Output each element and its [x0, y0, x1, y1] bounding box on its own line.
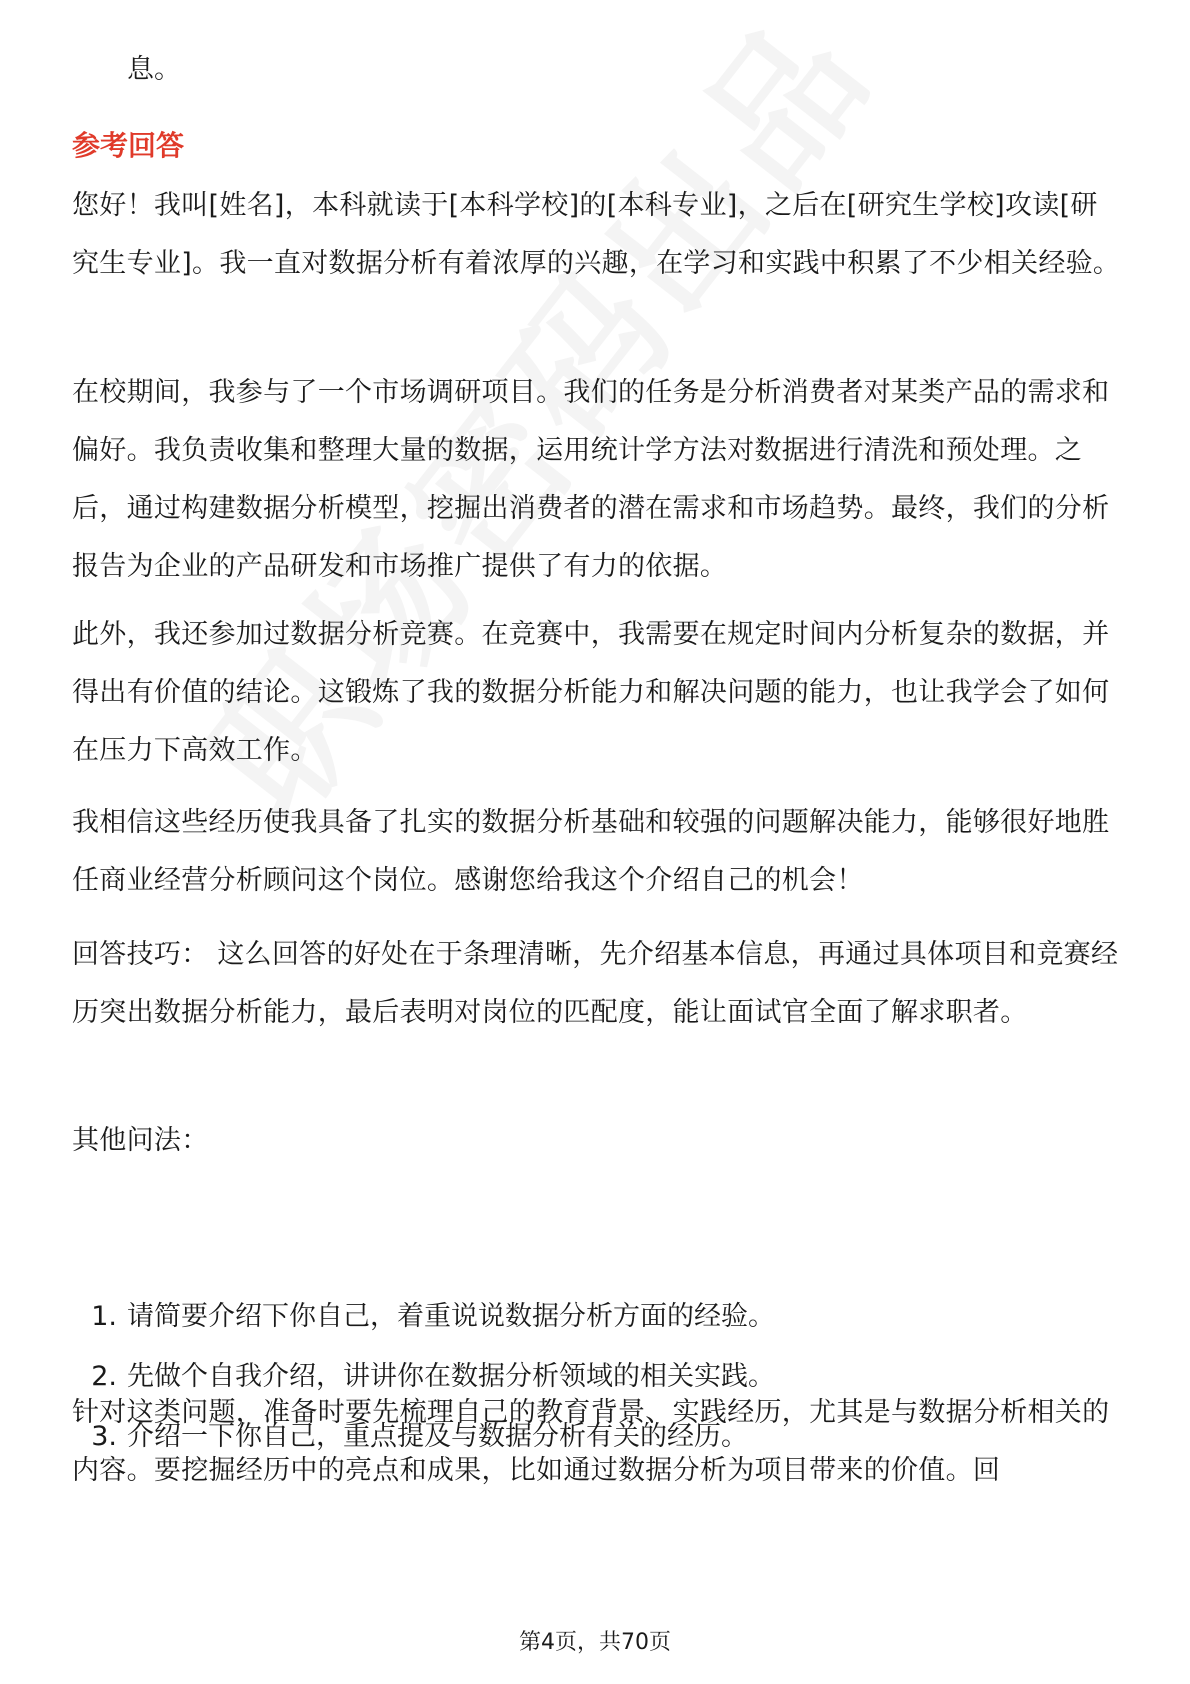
paragraph-other-phrasings-label: 其他问法：	[72, 1125, 209, 1156]
paragraph-closing: 针对这类问题，准备时要先梳理自己的教育背景、实践经历，尤其是与数据分析相关的内容。要挖掘经历中的亮点和成果，比如通过数据分析为项目带来的价值。回	[72, 1397, 1110, 1486]
list-item-number: 1.	[91, 1301, 117, 1332]
paragraph-competition: 此外，我还参加过数据分析竞赛。在竞赛中，我需要在规定时间内分析复杂的数据，并得出有价值的结论。这锻炼了我的数据分析能力和解决问题的能力，也让我学会了如何在压力下高效工作。	[72, 619, 1110, 766]
list-item-number: 2.	[91, 1361, 117, 1392]
paragraph-project: 在校期间，我参与了一个市场调研项目。我们的任务是分析消费者对某类产品的需求和偏好。我负责收集和整理大量的数据，运用统计学方法对数据进行清洗和预处理。之后，通过构建数据分析模型，挖掘出消费者的潜在需求和市场趋势。最终，我们的分析报告为企业的产品研发和市场推广提供了有力的依据。	[72, 377, 1110, 582]
paragraph-tips: 回答技巧： 这么回答的好处在于条理清晰，先介绍基本信息，再通过具体项目和竞赛经历突出数据分析能力，最后表明对岗位的匹配度，能让面试官全面了解求职者。	[72, 939, 1119, 1028]
paragraph-conclusion: 我相信这些经历使我具备了扎实的数据分析基础和较强的问题解决能力，能够很好地胜任商业经营分析顾问这个岗位。感谢您给我这个介绍自己的机会！	[72, 807, 1110, 896]
list-item-number: 3.	[91, 1421, 117, 1452]
paragraph-intro: 您好！我叫[姓名]，本科就读于[本科学校]的[本科专业]，之后在[研究生学校]攻读[研究生专业]。我一直对数据分析有着浓厚的兴趣，在学习和实践中积累了不少相关经验。	[72, 190, 1121, 279]
continued-text-fragment: 息。	[127, 54, 181, 85]
list-item-text: 介绍一下你自己，重点提及与数据分析有关的经历。	[127, 1421, 748, 1452]
page-number-footer: 第4页，共70页	[519, 1630, 671, 1655]
list-item	[72, 1288, 775, 1348]
list-item-text: 先做个自我介绍，讲讲你在数据分析领域的相关实践。	[127, 1361, 775, 1392]
section-heading: 参考回答	[72, 129, 185, 162]
list-item-text: 请简要介绍下你自己，着重说说数据分析方面的经验。	[127, 1301, 775, 1332]
